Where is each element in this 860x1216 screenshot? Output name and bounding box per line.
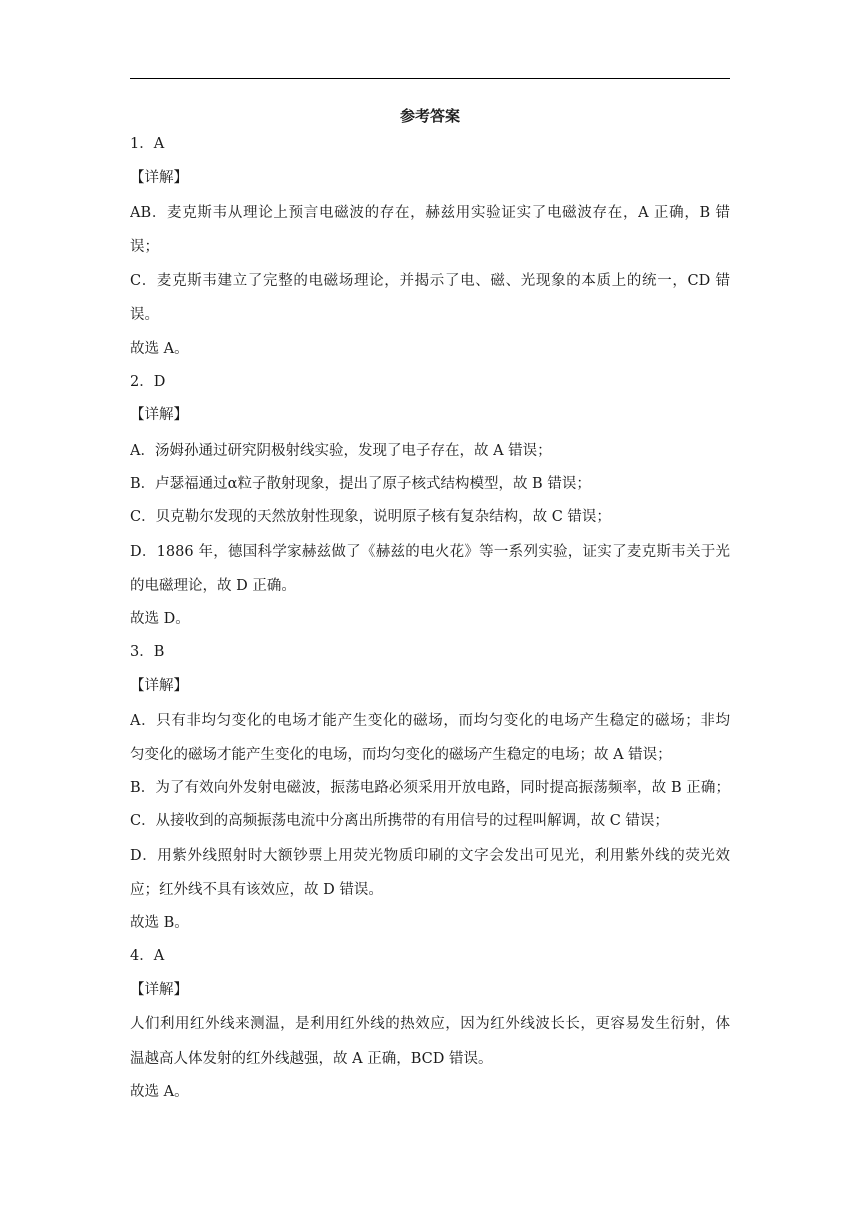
answer-conclusion: 故选 A。: [130, 1084, 189, 1100]
explanation-line: C．麦克斯韦建立了完整的电磁场理论，并揭示了电、磁、光现象的本质上的统一，CD 错: [130, 273, 730, 289]
explanation-line: 误。: [130, 307, 159, 323]
detail-label: 【详解】: [130, 170, 188, 186]
explanation-line: 温越高人体发射的红外线越强，故 A 正确，BCD 错误。: [130, 1051, 493, 1067]
answer-number: 2．D: [130, 374, 166, 390]
explanation-line: C．贝克勒尔发现的天然放射性现象，说明原子核有复杂结构，故 C 错误；: [130, 509, 611, 525]
explanation-line: C．从接收到的高频振荡电流中分离出所携带的有用信号的过程叫解调，故 C 错误；: [130, 813, 669, 829]
explanation-line: 误；: [130, 239, 159, 255]
answer-number: 3．B: [130, 644, 165, 660]
explanation-line: D．1886 年，德国科学家赫兹做了《赫兹的电火花》等一系列实验，证实了麦克斯韦关于光: [130, 544, 730, 560]
explanation-line: A．只有非均匀变化的电场才能产生变化的磁场，而均匀变化的电场产生稳定的磁场；非均: [130, 713, 730, 729]
answer-conclusion: 故选 B。: [130, 915, 189, 931]
detail-label: 【详解】: [130, 678, 188, 694]
answer-conclusion: 故选 A。: [130, 341, 189, 357]
explanation-line: 的电磁理论，故 D 正确。: [130, 578, 296, 594]
page-title: 参考答案: [399, 107, 460, 125]
header-rule: [130, 78, 730, 79]
explanation-line: 应；红外线不具有该效应，故 D 错误。: [130, 882, 383, 898]
explanation-line: 人们利用红外线来测温，是利用红外线的热效应，因为红外线波长长，更容易发生衍射，体: [130, 1016, 730, 1032]
explanation-line: AB．麦克斯韦从理论上预言电磁波的存在，赫兹用实验证实了电磁波存在，A 正确，B 错: [130, 205, 730, 221]
detail-label: 【详解】: [130, 982, 188, 998]
answer-number: 4．A: [130, 948, 165, 964]
answer-number: 1．A: [130, 136, 165, 152]
explanation-line: A．汤姆孙通过研究阴极射线实验，发现了电子存在，故 A 错误；: [130, 443, 552, 459]
detail-label: 【详解】: [130, 407, 188, 423]
explanation-line: 匀变化的磁场才能产生变化的电场，而均匀变化的磁场产生稳定的电场；故 A 错误；: [130, 747, 672, 763]
explanation-line: B．为了有效向外发射电磁波，振荡电路必须采用开放电路，同时提高振荡频率，故 B 正确；: [130, 780, 730, 796]
explanation-line: B．卢瑟福通过α粒子散射现象，提出了原子核式结构模型，故 B 错误；: [130, 476, 591, 492]
answer-conclusion: 故选 D。: [130, 611, 190, 627]
explanation-line: D．用紫外线照射时大额钞票上用荧光物质印刷的文字会发出可见光，利用紫外线的荧光效: [130, 848, 730, 864]
